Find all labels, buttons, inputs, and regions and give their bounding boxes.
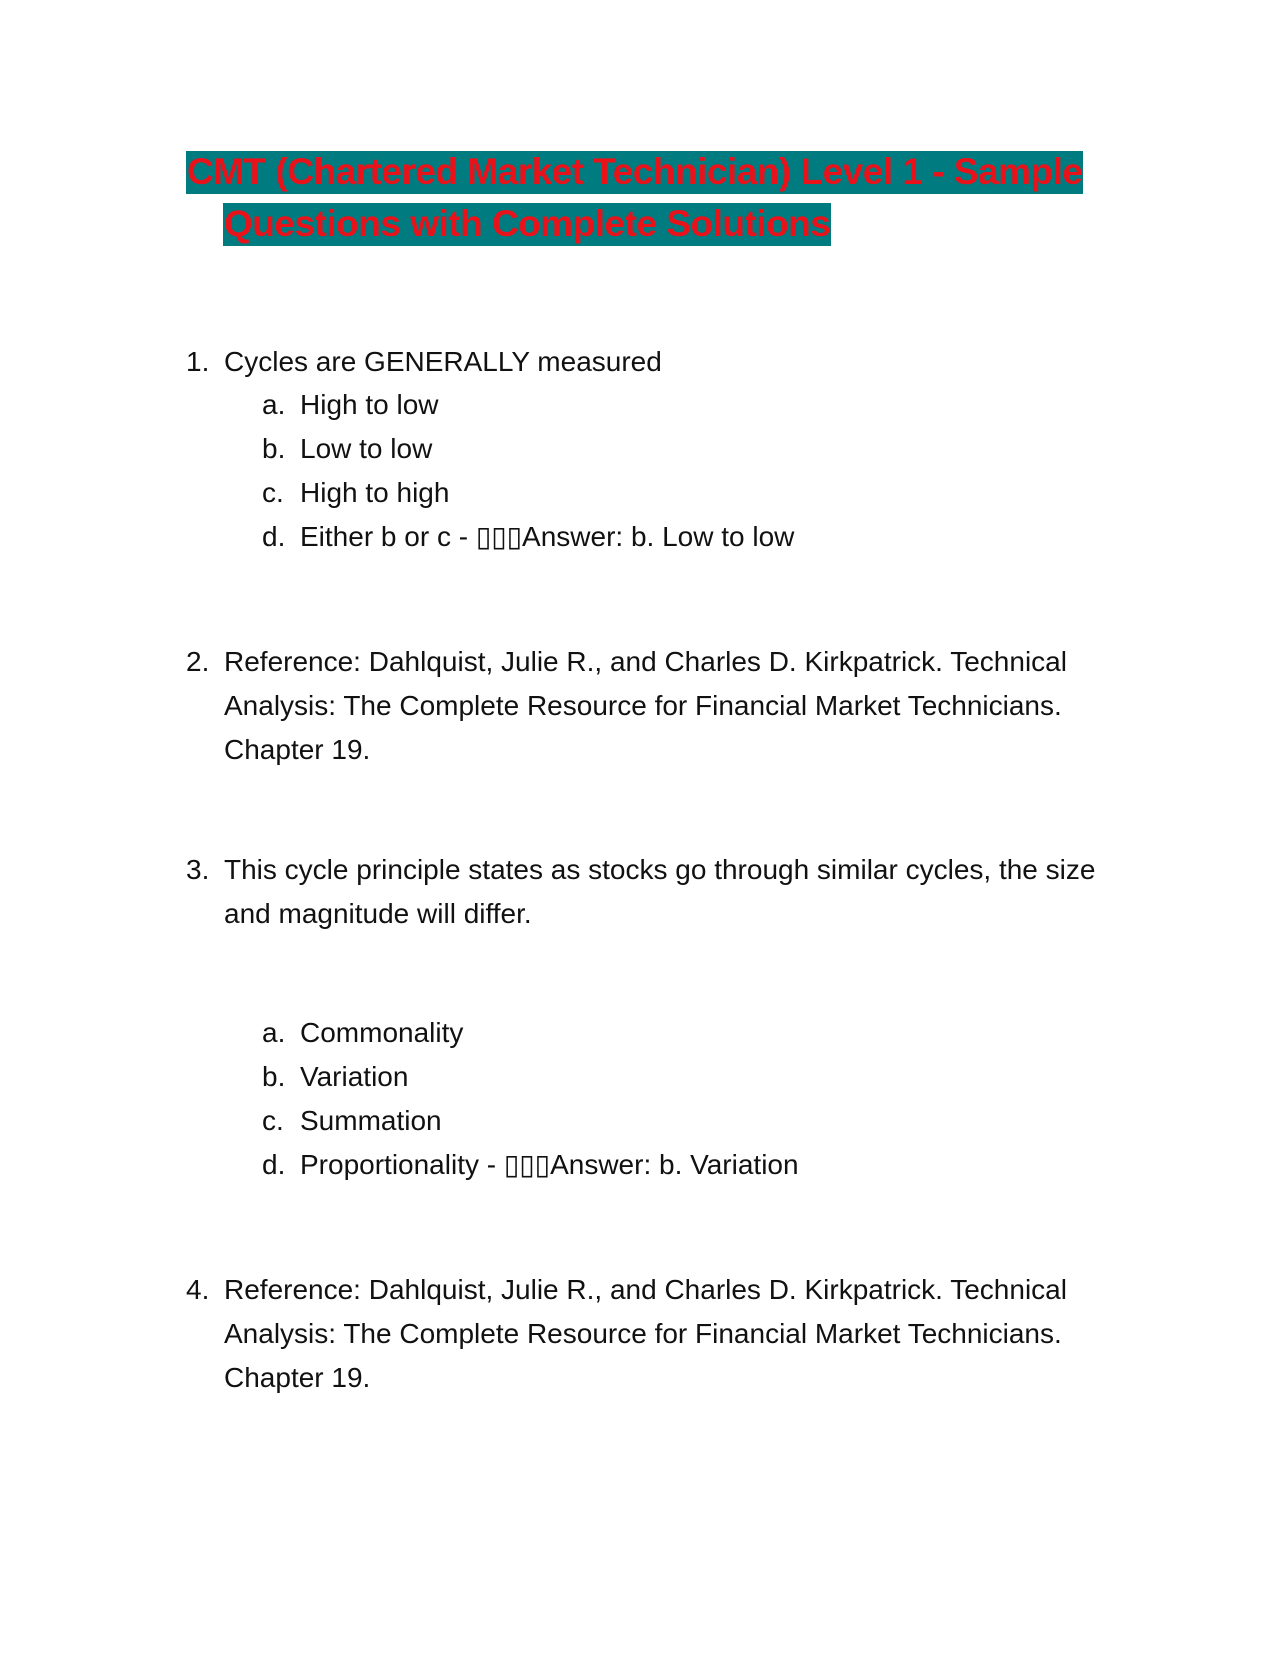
question-1-options [262, 383, 1122, 559]
option-b: b. Low to low [262, 433, 433, 464]
question-text: Cycles are GENERALLY measured [224, 346, 662, 377]
title-line-2: Questions with Complete Solutions [224, 203, 831, 244]
option-d: d. Proportionality - ▯▯▯Answer: b. Variation [262, 1149, 799, 1180]
option-b: b. Variation [262, 1061, 409, 1092]
question-number: 2. [186, 646, 210, 677]
option-a: a. Commonality [262, 1017, 464, 1048]
option-c: c. Summation [262, 1105, 442, 1136]
option-a: a. High to low [262, 389, 439, 420]
question-text: Reference: Dahlquist, Julie R., and Charles D. Kirkpatrick. Technical Analysis: The Complete Resource for Financial Market Technicians. Chapter 19. [224, 1274, 1067, 1393]
question-4 [186, 1268, 1126, 1400]
question-number: 4. [186, 1274, 210, 1305]
question-text: This cycle principle states as stocks go through similar cycles, the size and magnitude will differ. [224, 854, 1096, 929]
question-1 [186, 340, 1126, 384]
question-text: Reference: Dahlquist, Julie R., and Charles D. Kirkpatrick. Technical Analysis: The Complete Resource for Financial Market Technicians. Chapter 19. [224, 646, 1067, 765]
question-2 [186, 640, 1126, 772]
option-c: c. High to high [262, 477, 450, 508]
question-number: 1. [186, 346, 210, 377]
question-number: 3. [186, 854, 210, 885]
question-3 [186, 848, 1126, 936]
document-title [186, 146, 1116, 250]
option-d: d. Either b or c - ▯▯▯Answer: b. Low to low [262, 521, 795, 552]
title-line-1: CMT (Chartered Market Technician) Level 1 - Sample [187, 151, 1083, 192]
question-3-options [262, 1011, 1122, 1187]
